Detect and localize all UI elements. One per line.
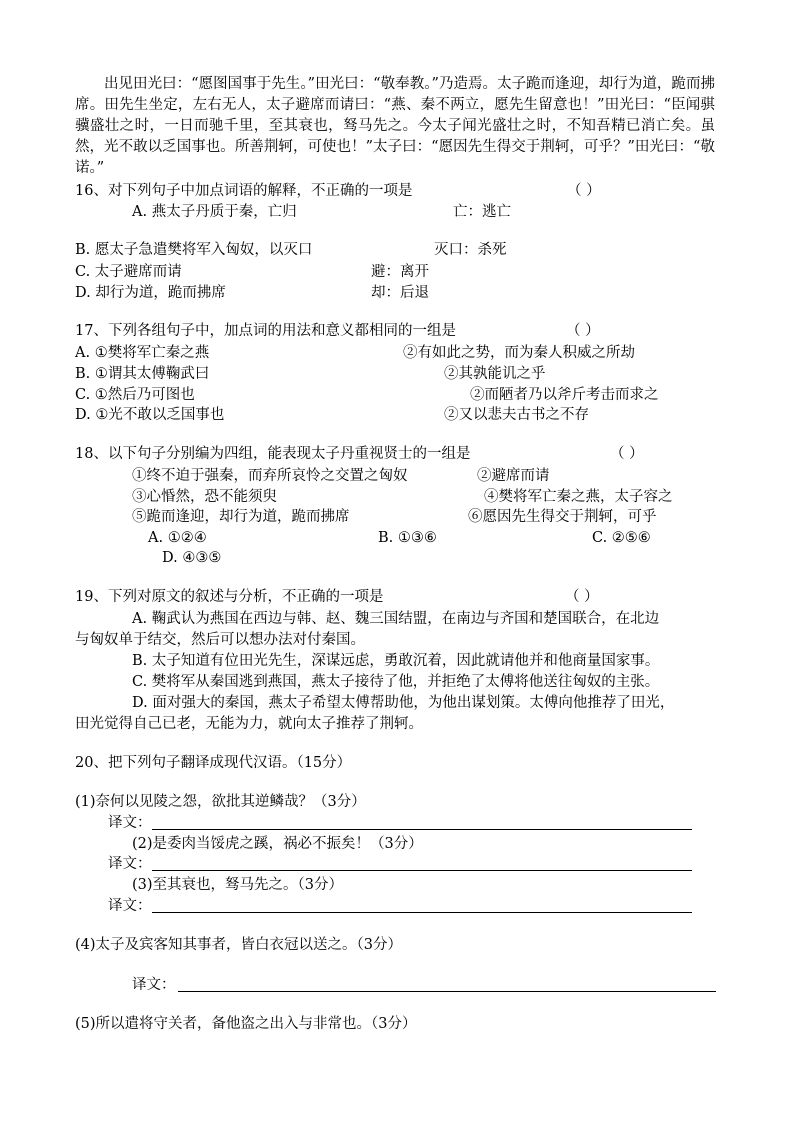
q19-option-d-line2: 田光觉得自己已老，无能为力，就向太子推荐了荆轲。 — [75, 716, 423, 732]
q18-item-4: ④樊将军亡秦之燕，太子容之 — [484, 489, 673, 505]
q20-sentence-3: (3)至其衰也，驽马先之。（3分） — [132, 877, 344, 893]
q20-sentence-2: (2)是委肉当馁虎之蹊，祸必不振矣！（3分） — [132, 836, 423, 852]
q17-option-a-1: A. ①樊将军亡秦之燕 — [75, 345, 210, 361]
q16-answer-paren: （ ） — [567, 183, 601, 199]
q19-option-b: B. 太子知道有位田光先生，深谋远虑，勇敢沉着，因此就请他并和他商量国家事。 — [132, 653, 660, 669]
q18-item-6: ⑥愿因先生得交于荆轲，可乎 — [468, 509, 657, 525]
q18-answer-paren: （ ） — [610, 446, 644, 462]
q18-item-1: ①终不迫于强秦，而弃所哀怜之交置之匈奴 — [132, 468, 408, 484]
q20-translation-label-3: 译文： — [108, 898, 152, 914]
q20-translation-label-1: 译文： — [108, 815, 152, 831]
q20-stem: 20、把下列句子翻译成现代汉语。（15分） — [75, 755, 352, 771]
q20-translation-label-4: 译文： — [132, 977, 176, 993]
q18-choice-b: B. ①③⑥ — [378, 530, 437, 546]
q20-answer-line-3[interactable] — [152, 912, 692, 913]
q17-option-a-2: ②有如此之势，而为秦人积威之所劫 — [403, 345, 635, 361]
q18-choice-a: A. ①②④ — [148, 530, 207, 546]
q20-translation-label-2: 译文： — [108, 856, 152, 872]
q17-option-c-1: C. ①然后乃可图也 — [75, 387, 195, 403]
q16-option-a: A. 燕太子丹质于秦，亡归 — [132, 204, 297, 220]
passage-text: 出见田光曰：“愿图国事于先生。”田光曰：“敬奉教。”乃造焉。太子跪而逢迎，却行为道，跪而拂席。田先生坐定，左右无人，太子避席而请曰：“燕、秦不两立，愿先生留意也！”田光曰：“臣闻骐骥盛壮之时，一日而驰千里，至其衰也，驽马先之。今太子闻光盛壮之时，不知吾精已消亡矣。虽然，光不敢以乏国事也。所善荆轲，可使也！”太子曰：“愿因先生得交于荆轲，可乎？”田光曰：“敬诺。” — [75, 76, 715, 176]
q20-answer-line-4[interactable] — [178, 991, 716, 992]
q16-option-c: C. 太子避席而请 — [75, 264, 182, 280]
q16-option-d: D. 却行为道，跪而拂席 — [75, 285, 226, 301]
reading-passage — [75, 74, 715, 179]
q19-option-a-line2: 与匈奴单于结交，然后可以想办法对付秦国。 — [75, 632, 365, 648]
q17-option-c-2: ②而陋者乃以斧斤考击而求之 — [470, 387, 659, 403]
q16-option-a-gloss: 亡：逃亡 — [453, 204, 511, 220]
q16-option-c-gloss: 避：离开 — [371, 264, 429, 280]
q17-answer-paren: （ ） — [566, 323, 600, 339]
q20-sentence-1: (1)奈何以见陵之怨，欲批其逆鳞哉？（3分） — [75, 794, 366, 810]
q20-sentence-5: (5)所以遣将守关者，备他盗之出入与非常也。（3分） — [75, 1016, 417, 1032]
q16-option-b-gloss: 灭口：杀死 — [434, 242, 507, 258]
q17-option-d-1: D. ①光不敢以乏国事也 — [75, 407, 225, 423]
q18-item-3: ③心惛然，恐不能须臾 — [132, 489, 277, 505]
q18-item-5: ⑤跪而逢迎，却行为道，跪而拂席 — [132, 509, 350, 525]
q19-option-d-line1: D. 面对强大的秦国，燕太子希望太傅帮助他，为他出谋划策。太傅向他推荐了田光， — [132, 695, 675, 711]
q17-stem: 17、下列各组句子中，加点词的用法和意义都相同的一组是 — [75, 323, 456, 339]
q20-answer-line-2[interactable] — [152, 870, 692, 871]
q19-option-a-line1: A. 鞠武认为燕国在西边与韩、赵、魏三国结盟，在南边与齐国和楚国联合，在北边 — [132, 611, 660, 627]
q17-option-b-2: ②其孰能讥之乎 — [444, 366, 546, 382]
q16-option-d-gloss: 却：后退 — [371, 285, 429, 301]
q19-answer-paren: （ ） — [565, 589, 599, 605]
q18-item-2: ②避席而请 — [477, 468, 550, 484]
q20-answer-line-1[interactable] — [152, 829, 692, 830]
q20-sentence-4: (4)太子及宾客知其事者，皆白衣冠以送之。（3分） — [75, 937, 403, 953]
q18-choice-c: C. ②⑤⑥ — [592, 530, 651, 546]
q19-stem: 19、下列对原文的叙述与分析，不正确的一项是 — [75, 589, 384, 605]
q18-stem: 18、以下句子分别编为四组，能表现太子丹重视贤士的一组是 — [75, 446, 471, 462]
q18-choice-d: D. ④③⑤ — [162, 550, 222, 566]
q17-option-d-2: ②又以悲夫古书之不存 — [444, 407, 589, 423]
q16-option-b: B. 愿太子急遣樊将军入匈奴，以灭口 — [75, 242, 313, 258]
q17-option-b-1: B. ①谓其太傅鞠武曰 — [75, 366, 210, 382]
q19-option-c: C. 樊将军从秦国逃到燕国，燕太子接待了他，并拒绝了太傅将他送往匈奴的主张。 — [132, 674, 660, 690]
q16-stem: 16、对下列句子中加点词语的解释，不正确的一项是 — [75, 183, 413, 199]
